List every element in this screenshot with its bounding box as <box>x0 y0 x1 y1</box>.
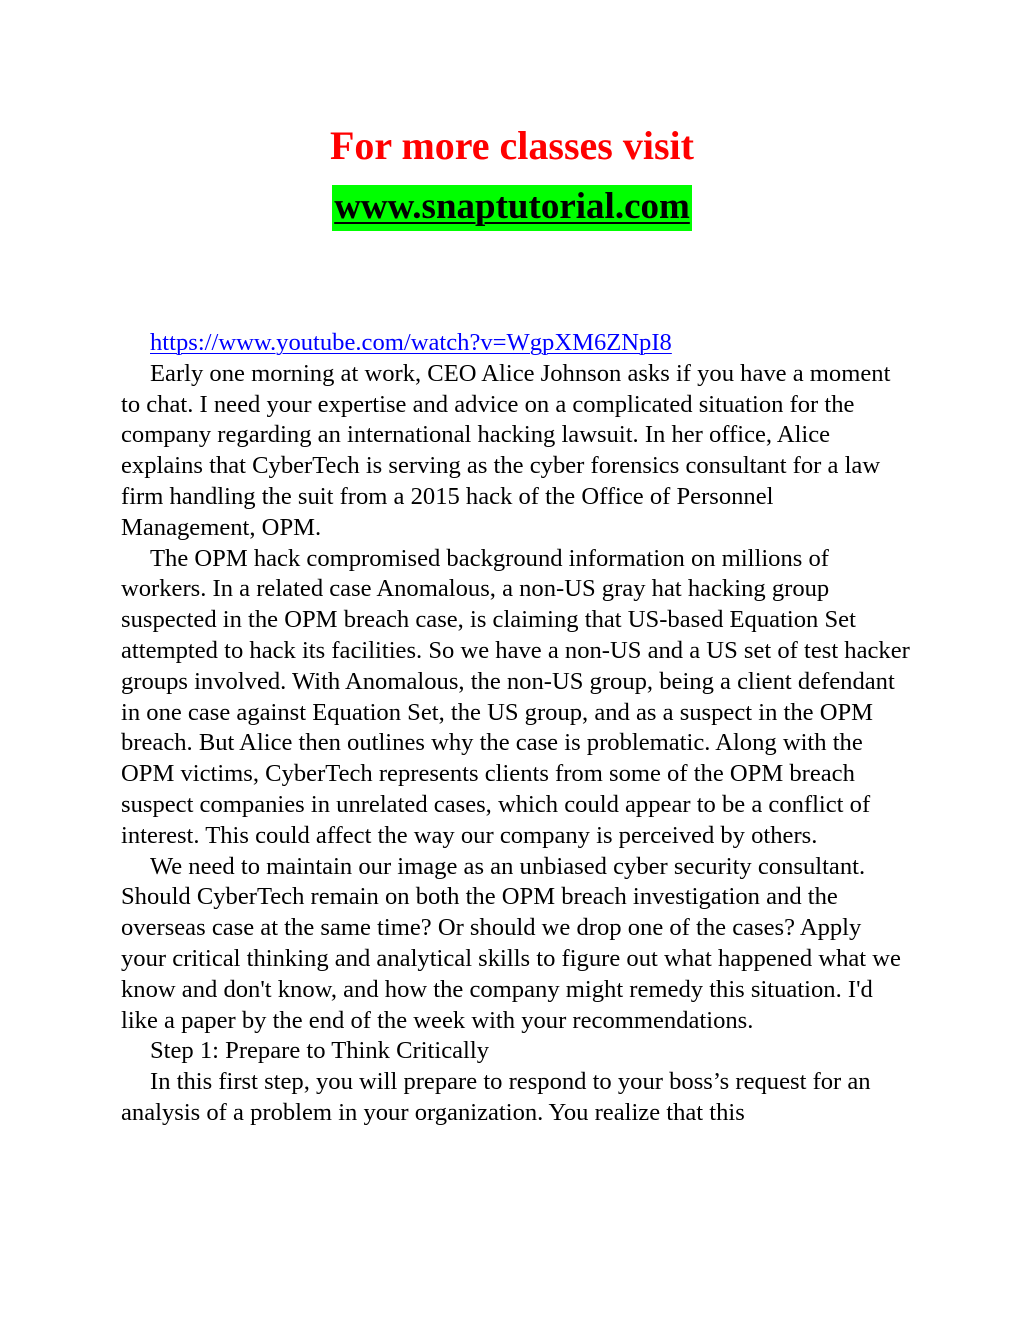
document-body <box>121 328 911 1129</box>
promo-title: For more classes visit <box>329 123 694 168</box>
youtube-link[interactable]: https://www.youtube.com/watch?v=WgpXM6ZNpI8 <box>150 329 672 356</box>
paragraph-1: Early one morning at work, CEO Alice Johnson asks if you have a moment to chat. I need your expertise and advice on a complicated situation for the company regarding an international hacking lawsuit. In her office, Alice explains that CyberTech is serving as the cyber forensics consultant for a law firm handling the suit from a 2015 hack of the Office of Personnel Management, OPM. <box>121 359 891 541</box>
paragraph-3: We need to maintain our image as an unbiased cyber security consultant. Should CyberTech remain on both the OPM breach investigation and the overseas case at the same time? Or should we drop one of the cases? Apply your critical thinking and analytical skills to figure out what happened what we know and don't know, and how the company might remedy this situation. I'd like a paper by the end of the week with your recommendations. <box>121 852 901 1034</box>
site-link[interactable]: www.snaptutorial.com <box>332 185 692 231</box>
paragraph-4: In this first step, you will prepare to respond to your boss’s request for an analysis of a problem in your organization. You realize that this <box>121 1068 871 1126</box>
paragraph-2: The OPM hack compromised background information on millions of workers. In a related case Anomalous, a non-US gray hat hacking group suspected in the OPM breach case, is claiming that US-based Equation Set attempted to hack its facilities. So we have a non-US and a US set of test hacker groups involved. With Anomalous, the non-US group, being a client defendant in one case against Equation Set, the US group, and as a suspect in the OPM breach. But Alice then outlines why the case is problematic. Along with the OPM victims, CyberTech represents clients from some of the OPM breach suspect companies in unrelated cases, which could appear to be a conflict of interest. This could affect the way our company is perceived by others. <box>121 544 910 849</box>
site-link-wrapper <box>0 185 1024 231</box>
promo-header <box>0 122 1024 231</box>
step-heading: Step 1: Prepare to Think Critically <box>150 1037 490 1065</box>
